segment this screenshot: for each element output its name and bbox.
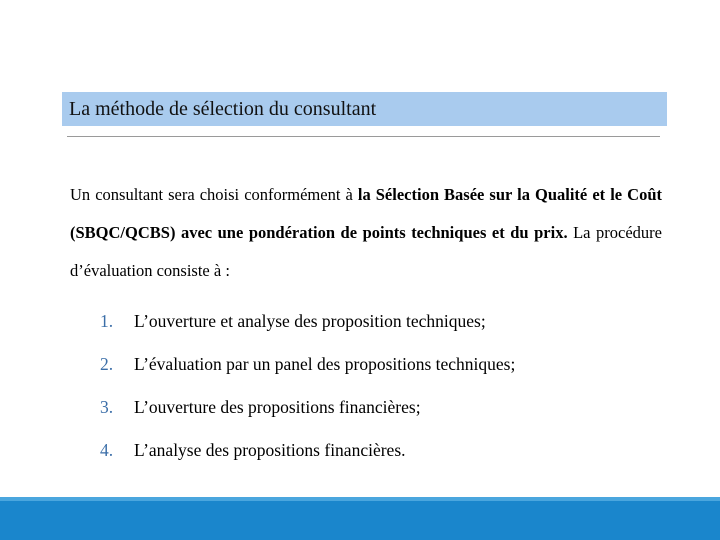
list-item-text: L’analyse des propositions financières. (134, 440, 406, 460)
intro-paragraph (70, 176, 662, 290)
intro-text-end: La procédure d’évaluation consiste à : (70, 223, 662, 280)
list-item-number: 4. (100, 440, 114, 460)
list-item (100, 440, 660, 483)
footer-accent-line (0, 497, 720, 501)
list-item-text: L’ouverture et analyse des proposition techniques; (134, 311, 486, 331)
list-item-number: 2. (100, 354, 114, 374)
footer-bar (0, 497, 720, 540)
list-item-text: L’ouverture des propositions financières; (134, 397, 421, 417)
title-divider (67, 136, 660, 137)
list-item (100, 354, 660, 397)
title-bar (62, 92, 667, 126)
list-item-number: 1. (100, 311, 114, 331)
list-item (100, 397, 660, 440)
intro-text-start: Un consultant sera choisi conformément à (70, 185, 358, 204)
intro-bold-text: la Sélection Basée sur la Qualité et le Coût (SBQC/QCBS) avec une pondération de points techniques et du prix. (70, 185, 662, 242)
procedure-list (100, 311, 660, 483)
page-title: La méthode de sélection du consultant (69, 97, 377, 120)
list-item-text: L’évaluation par un panel des propositions techniques; (134, 354, 516, 374)
list-item-number: 3. (100, 397, 114, 417)
list-item (100, 311, 660, 354)
